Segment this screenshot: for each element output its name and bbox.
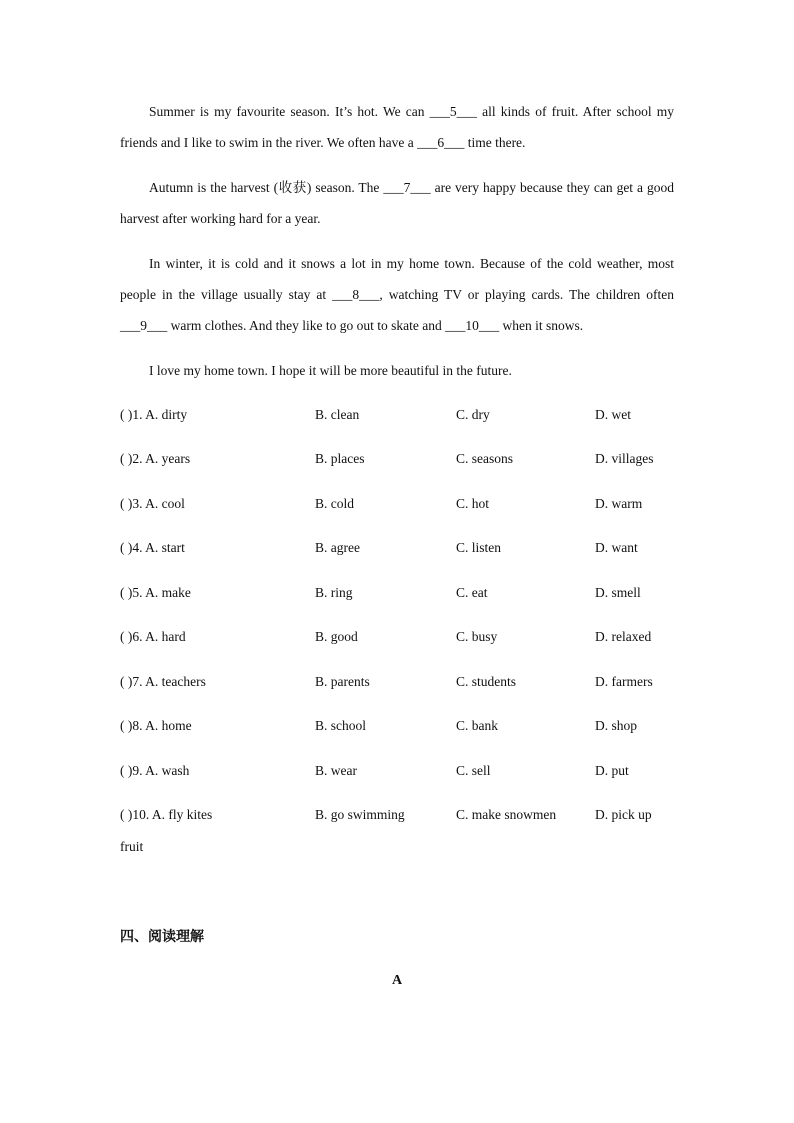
question-stem-option-a: ( )4. A. start <box>120 540 185 555</box>
question-row <box>120 672 680 692</box>
option-b: B. places <box>315 451 365 466</box>
option-c: C. bank <box>456 718 498 733</box>
passage-paragraph-summer: Summer is my favourite season. It’s hot. We can ___5___ all kinds of fruit. After school my friends and I like to swim in the river. We often have a ___6___ time there. <box>120 104 674 150</box>
option-b: B. parents <box>315 674 370 689</box>
option-b: B. ring <box>315 585 353 600</box>
option-d: D. put <box>595 763 629 778</box>
option-b: B. go swimming <box>315 807 405 822</box>
passage-label: A <box>391 973 403 988</box>
question-row <box>120 583 680 603</box>
option-c: C. listen <box>456 540 502 555</box>
option-d: D. pick up <box>595 807 652 822</box>
question-row <box>120 449 680 469</box>
option-b: B. agree <box>315 540 360 555</box>
question-stem-option-a: ( )3. A. cool <box>120 496 185 511</box>
option-b: B. good <box>315 629 358 644</box>
question-stem-option-a: ( )9. A. wash <box>120 763 190 778</box>
question-10-option-d-continuation: fruit <box>120 839 144 854</box>
passage-paragraph-closing: I love my home town. I hope it will be more beautiful in the future. <box>149 363 512 378</box>
option-c: C. make snowmen <box>456 807 557 822</box>
option-c: C. hot <box>456 496 490 511</box>
question-stem-option-a: ( )7. A. teachers <box>120 674 206 689</box>
option-d: D. want <box>595 540 638 555</box>
option-d: D. villages <box>595 451 654 466</box>
question-row <box>120 716 680 736</box>
question-stem-option-a: ( )8. A. home <box>120 718 192 733</box>
option-c: C. students <box>456 674 517 689</box>
option-b: B. school <box>315 718 367 733</box>
option-c: C. busy <box>456 629 498 644</box>
option-c: C. sell <box>456 763 491 778</box>
question-stem-option-a: ( )2. A. years <box>120 451 191 466</box>
option-d: D. smell <box>595 585 641 600</box>
question-stem-option-a: ( )5. A. make <box>120 585 191 600</box>
passage-paragraph-autumn: Autumn is the harvest (收获) season. The ___7___ are very happy because they can get a good harvest after working hard for a year. <box>120 180 674 226</box>
option-d: D. wet <box>595 407 631 422</box>
question-stem-option-a: ( )6. A. hard <box>120 629 186 644</box>
option-c: C. eat <box>456 585 488 600</box>
question-row <box>120 761 680 781</box>
option-c: C. dry <box>456 407 490 422</box>
question-row <box>120 538 680 558</box>
option-b: B. cold <box>315 496 354 511</box>
option-c: C. seasons <box>456 451 513 466</box>
question-row <box>120 805 680 825</box>
option-d: D. shop <box>595 718 638 733</box>
option-d: D. farmers <box>595 674 653 689</box>
question-row <box>120 494 680 514</box>
question-row <box>120 627 680 647</box>
question-row <box>120 405 680 425</box>
option-d: D. warm <box>595 496 643 511</box>
section-title: 四、阅读理解 <box>120 929 204 945</box>
question-stem-option-a: ( )10. A. fly kites <box>120 807 213 822</box>
passage-paragraph-winter: In winter, it is cold and it snows a lot in my home town. Because of the cold weather, most people in the village usually stay at ___8___, watching TV or playing cards. The children often ___9___ warm clothes. And they like to go out to skate and ___10___ when it snows. <box>120 256 674 333</box>
option-b: B. clean <box>315 407 360 422</box>
option-b: B. wear <box>315 763 357 778</box>
option-d: D. relaxed <box>595 629 652 644</box>
question-stem-option-a: ( )1. A. dirty <box>120 407 188 422</box>
